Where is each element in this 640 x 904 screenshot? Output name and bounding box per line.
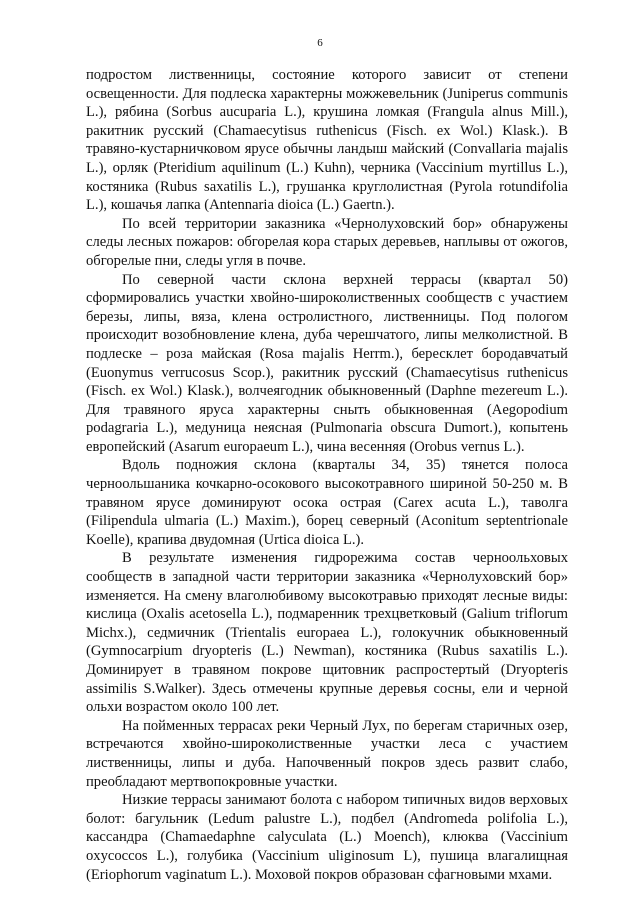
paragraph-2-fire-traces: По всей территории заказника «Чернолуховский бор» обнаружены следы лесных пожаров: обгорелая кора старых деревьев, наплывы от ожогов, обгорелые пни, следы угля в почве.: [86, 215, 568, 269]
paragraph-7-bogs: Низкие террасы занимают болота с набором типичных видов верховых болот: багульник (Ledum palustre L.), подбел (Andromeda polifolia L.), кассандра (Chamaedaphne calyculata (L.) Moench), клюква (Vaccinium oxycoccos L.), голубика (Vaccinium uliginosum L), пушица влагалищная (Eriophorum vaginatum L.). Моховой покров образован сфагновыми мхами.: [86, 792, 568, 883]
paragraph-4-slope-foot: Вдоль подножия склона (кварталы 34, 35) тянется полоса черноольшаника кочкарно-осокового высокотравного шириной 50-250 м. В травяном ярусе доминируют осока острая (Carex acuta L.), таволга (Filipendula ulmaria (L.) Maxim.), борец северный (Aconitum septentrionale Koelle), крапива двудомная (Urtica dioica L.).: [86, 457, 568, 548]
paragraph-1-continuation: подростом лиственницы, состояние которого зависит от степени освещенности. Для подлеска характерны можжевельник (Juniperus communis L.), рябина (Sorbus aucuparia L.), крушина ломкая (Frangula alnus Mill.), ракитник русский (Chamaecytisus ruthenicus (Fisch. ex Wol.) Klask.). В травяно-кустарничковом ярусе обычны ландыш майский (Convallaria majalis L.), орляк (Pteridium aquilinum (L.) Kuhn), черника (Vaccinium myrtillus L.), костяника (Rubus saxatilis L.), грушанка круглолистная (Pyrola rotundifolia L.), кошачья лапка (Antennaria dioica (L.) Gaertn.).: [86, 67, 568, 214]
paragraph-6-floodplain: На пойменных террасах реки Черный Лух, по берегам старичных озер, встречаются хвойно-широколиственные участки леса с участием лиственницы, липы и дуба. Напочвенный покров здесь развит слабо, преобладают мертвопокровные участки.: [86, 717, 568, 790]
page-number: 6: [317, 37, 323, 49]
paragraph-5-hydro-regime: В результате изменения гидрорежима состав черноольховых сообществ в западной части территории заказника «Чернолуховский бор» изменяется. На смену влаголюбивому высокотравью приходят лесные виды: кислица (Oxalis acetosella L.), подмаренник трехцветковый (Galium triflorum Michx.), седмичник (Trientalis europaea L.), голокучник обыкновенный (Gymnocarpium dryopteris (L.) Newman), костяника (Rubus saxatilis L.). Доминирует в травяном покрове щитовник распростертый (Dryopteris assimilis S.Walker). Здесь отмечены крупные деревья сосны, ели и черной ольхи возрастом около 100 лет.: [86, 550, 568, 716]
paragraph-3-north-slope: По северной части склона верхней террасы (квартал 50) сформировались участки хвойно-широколиственных сообществ с участием березы, липы, вяза, клена остролистного, лиственницы. Под пологом происходит возобновление клена, дуба черешчатого, липы мелколистной. В подлеске – роза майская (Rosa majalis Herrm.), бересклет бородавчатый (Euonymus verrucosus Scop.), ракитник русский (Chamaecytisus ruthenicus (Fisch. ex Wol.) Klask.), волчеягодник обыкновенный (Daphne mezereum L.). Для травяного яруса характерны сныть обыкновенная (Aegopodium podagraria L.), медуница неясная (Pulmonaria obscura Dumort.), копытень европейский (Asarum europaeum L.), чина весенняя (Orobus vernus L.).: [86, 271, 568, 455]
body-text: [86, 66, 568, 884]
